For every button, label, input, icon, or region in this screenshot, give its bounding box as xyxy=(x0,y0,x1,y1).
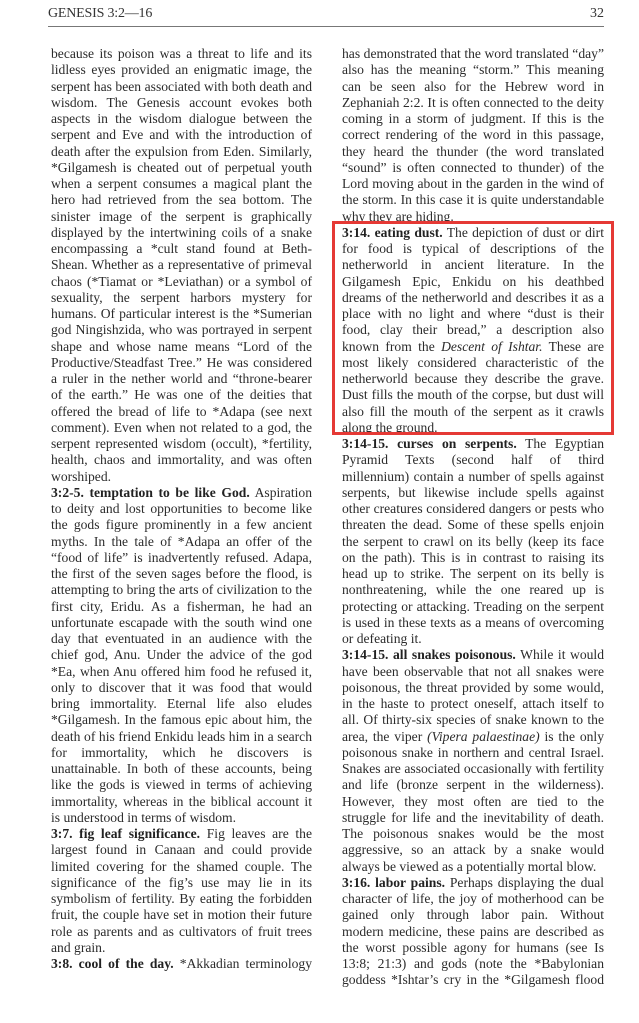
page-number: 32 xyxy=(590,6,604,21)
entry-3-7 xyxy=(51,826,312,956)
entry-lemma: 3:14-15. all snakes poisonous. xyxy=(342,647,516,663)
page-header xyxy=(48,6,604,27)
entry-text: Aspiration to deity and lost opportunities to become like the gods figure prominently in a few ancient myths. In the tale of *Adapa an offer of the “food of life” is inadvertently refused. Adapa, the first of the seven sages before the flood, is attempting to bring the arts of civilization to the first city, Eridu. As a fisherman, he had an unfortunate escapade with the south wind one day that eventuated in an audience with the chief god, Anu. Under the advice of the god *Ea, when Anu offered him food he refused it, only to discover that it was food that would bring immortality. Eternal life also eludes *Gilgamesh. In the famous epic about him, the death of his friend Enkidu leads him in a search for immortality, which he discovers is unattainable. In both of these accounts, being like the gods is viewed in terms of achieving immortality, whereas in the biblical account it is understood in terms of wisdom. xyxy=(51,484,312,825)
running-head: GENESIS 3:2—16 xyxy=(48,6,153,21)
entry-3-16 xyxy=(342,875,604,989)
continuation-paragraph: because its poison was a threat to life and its lidless eyes provided an enigmatic image, the serpent has been associated with both death and wisdom. The Genesis account evokes both aspects in the wisdom dialogue between the serpent and Eve and with the introduction of death after the expulsion from Eden. Similarly, *Gilgamesh is cheated out of perpetual youth when a serpent consumes a magical plant the hero had retrieved from the sea bottom. The sinister image of the serpent is graphically displayed by the intertwining coils of a snake encompassing a *cult stand found at Beth-Shean. Whether as a representative of primeval chaos (*Tiamat or *Leviathan) or a symbol of sexuality, the serpent harbors mystery for humans. Of particular interest is the *Sumerian god Ningishzida, who was portrayed in serpent shape and whose name means “Lord of the Productive/Steadfast Tree.” He was considered a ruler in the nether world and “throne-bearer of the earth.” He was one of the deities that offered the bread of life to *Adapa (see next comment). Even when not related to a god, the serpent represented wisdom (occult), *fertility, health, chaos and immortality, and was often worshiped. xyxy=(51,46,312,484)
entry-3-14-eating-dust xyxy=(342,225,604,436)
entry-3-2-5 xyxy=(51,485,312,826)
entry-text: Perhaps displaying the dual character of life, the joy of motherhood can be gained only through labor pain. Without modern medicine, these pains are described as the worst possible agony for humans (see Is 13:8; 21:3) and gods (note the *Babylonian goddess *Ishtar’s cry in the *Gilgamesh flood xyxy=(342,874,604,988)
entry-lemma: 3:2-5. temptation to be like God. xyxy=(51,484,250,500)
left-column xyxy=(51,46,312,972)
entry-lemma: 3:8. cool of the day. xyxy=(51,956,174,971)
italic-title: Descent of Ishtar. xyxy=(441,338,543,354)
entry-text: The depiction of dust or dirt for food is typical of descriptions of the netherworld in ancient literature. In the Gilgamesh Epic, Enkidu on his deathbed dreams of the netherworld and describes it as a place with no light and where “dust is their food, clay their bread,” a description also known from the xyxy=(342,224,604,354)
entry-lemma: 3:16. labor pains. xyxy=(342,874,446,890)
continuation-paragraph: has demonstrated that the word translated “day” also has the meaning “storm.” This meaning can be seen also for the Hebrew word in Zephaniah 2:2. It is often connected to the deity coming in a storm of judgment. If this is the correct rendering of the word in this passage, they heard the thunder (the word translated “sound” is often connected to thunder) of the Lord moving about in the garden in the wind of the storm. In this case it is quite understandable why they are hiding. xyxy=(342,46,604,224)
entry-3-14-15-curses xyxy=(342,436,604,647)
entry-lemma: 3:14-15. curses on serpents. xyxy=(342,436,517,451)
entry-text: is the only poisonous snake in northern and central Israel. Snakes are associated occasionally with fertility and life (bronze serpent in the wilderness). However, they most often are tied to the struggle for life and the inevitability of death. The poisonous snakes would be the most aggressive, so an attack by a snake would always be viewed as a potentially mortal blow. xyxy=(342,728,604,874)
entry-text: *Akkadian terminology xyxy=(173,956,312,971)
italic-species: (Vipera palaestinae) xyxy=(427,728,540,744)
entry-text: Fig leaves are the largest found in Canaan and could provide limited covering for the shamed couple. The significance of the fig’s use may lie in its symbolism of fertility. By eating the forbidden fruit, the couple have set in motion their future role as parents and as cultivators of fruit trees and grain. xyxy=(51,826,312,955)
entry-lemma: 3:14. eating dust. xyxy=(342,224,443,240)
right-column xyxy=(342,46,604,989)
entry-text: While it would have been observable that not all snakes were poisonous, the threat provided by some would, in the haste to protect oneself, attach itself to all. Of thirty-six species of snake known to the area, the viper xyxy=(342,647,605,744)
entry-3-14-15-snakes xyxy=(342,647,604,875)
entry-3-8 xyxy=(51,956,312,972)
entry-lemma: 3:7. fig leaf significance. xyxy=(51,826,201,841)
entry-text: The Egyptian Pyramid Texts (second half of third millennium) contain a number of spells against serpents, but likewise include spells against other creatures considered dangers or pests who threaten the dead. Some of these spells enjoin the serpent to crawl on its belly (keep its face on the path). This is in contrast to raising its head up to strike. The serpent on its belly is nonthreatening, while the one reared up is protecting or attacking. Treading on the serpent is used in these texts as a means of overcoming or defeating it. xyxy=(342,436,604,646)
entry-text: These are most likely considered characteristic of the netherworld because they describe the grave. Dust fills the mouth of the corpse, but dust will also fill the mouth of the serpent as it crawls along the ground. xyxy=(342,338,604,435)
